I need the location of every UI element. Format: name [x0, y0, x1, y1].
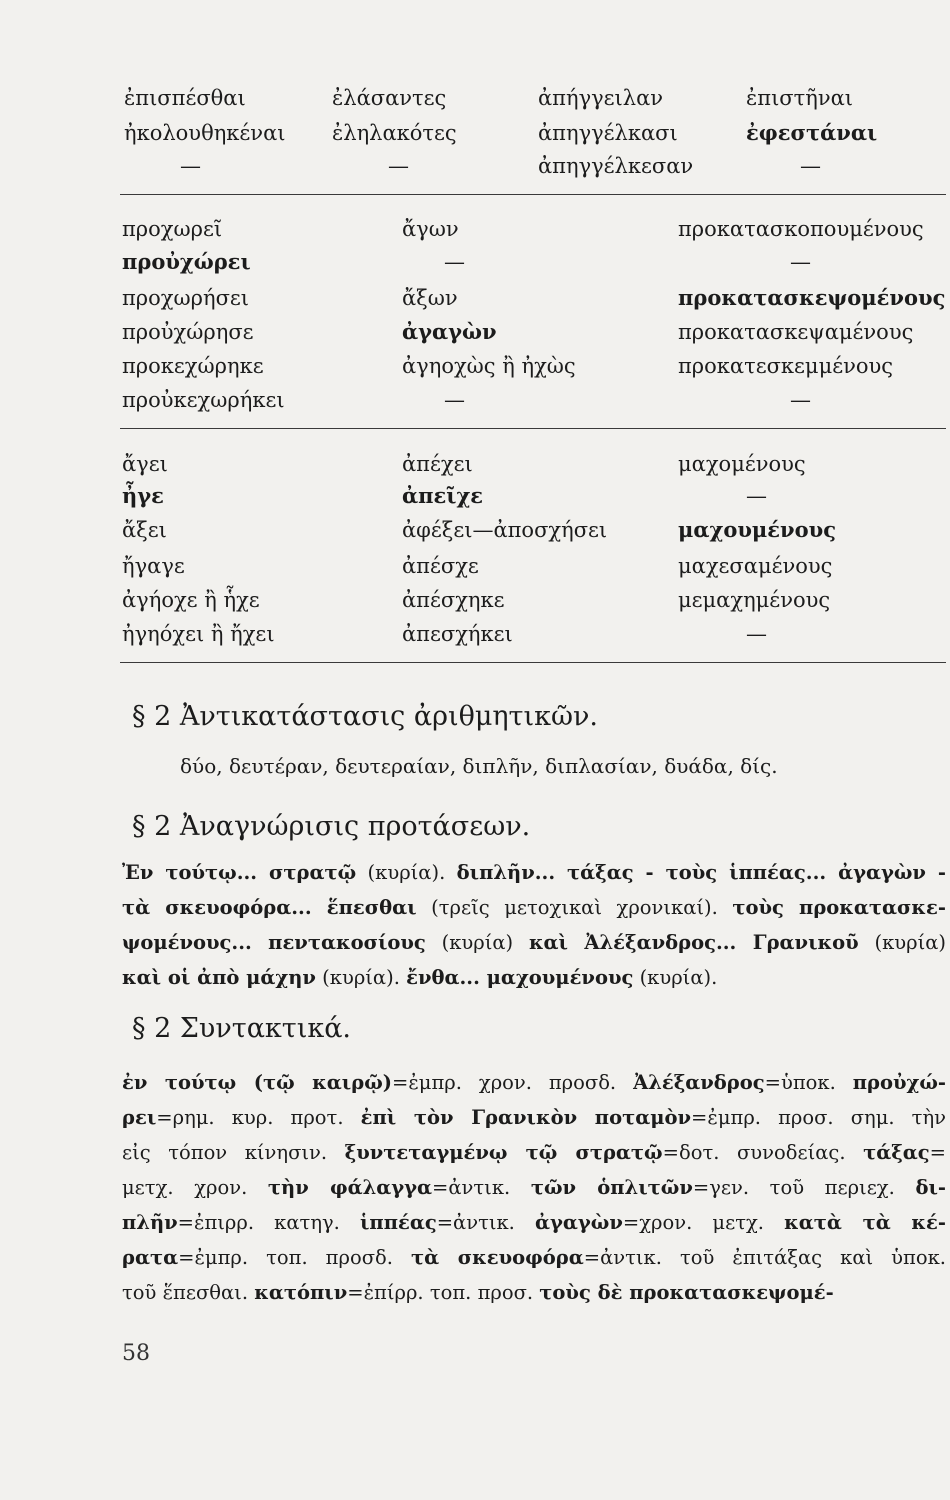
table3-col1-row1: ἄγει	[122, 452, 168, 476]
table1-col2-row1: ἐλάσαντες	[332, 86, 447, 110]
bold-term: προὐχώ-	[852, 1071, 946, 1094]
section-heading-syntax: § 2 Συντακτικά.	[132, 1013, 352, 1044]
annotation-text: (τρεῖς μετοχικαὶ χρονικαί).	[416, 896, 733, 919]
clauses-line	[122, 925, 946, 960]
annotation-text: =ὑποκ.	[764, 1071, 853, 1094]
clauses-line	[122, 960, 946, 995]
annotation-text: (κυρία)	[425, 931, 529, 954]
table3-col1-row3: ἄξει	[122, 518, 167, 542]
table1-col1-row3: —	[180, 154, 201, 178]
table2-col2-row4: ἀγαγὼν	[402, 319, 497, 344]
table2-col3-row4: προκατασκεψαμένους	[678, 320, 914, 344]
annotation-text: εἰς τόπον κίνησιν.	[122, 1141, 345, 1164]
table2-col1-row5: προκεχώρηκε	[122, 354, 264, 378]
clauses-paragraph	[122, 855, 946, 995]
annotation-text: (κυρία).	[315, 966, 407, 989]
table3-col3-row3: μαχουμένους	[678, 517, 836, 542]
table3-col3-row4: μαχεσαμένους	[678, 554, 833, 578]
table2-col1-row2: προὐχώρει	[122, 249, 251, 274]
table1-col4-row1: ἐπιστῆναι	[746, 86, 854, 110]
syntax-paragraph	[122, 1065, 946, 1310]
annotation-text: (κυρία).	[633, 966, 718, 989]
divider-3	[120, 662, 946, 663]
bold-term: τάξας	[863, 1141, 930, 1164]
table3-col2-row5: ἀπέσχηκε	[402, 588, 505, 612]
annotation-text: τοῦ ἕπεσθαι.	[122, 1281, 255, 1304]
annotation-text: =ἀντικ.	[432, 1176, 531, 1199]
bold-term: ἱππέας	[359, 1211, 437, 1234]
table2-col3-row6: —	[790, 388, 811, 412]
bold-term: ρει	[122, 1106, 157, 1129]
bold-term: τὰ σκευοφόρα	[410, 1246, 584, 1269]
table3-col3-row5: μεμαχημένους	[678, 588, 831, 612]
table2-col1-row4: προὐχώρησε	[122, 320, 254, 344]
table3-col2-row4: ἀπέσχε	[402, 554, 479, 578]
annotation-text: =χρον. μετχ.	[622, 1211, 785, 1234]
table3-col1-row4: ἤγαγε	[122, 554, 185, 578]
bold-term: ἔνθα... μαχουμένους	[406, 966, 634, 989]
bold-term: ἀγαγὼν	[535, 1211, 623, 1234]
annotation-text: =γεν. τοῦ περιεχ.	[692, 1176, 916, 1199]
table2-col3-row2: —	[790, 250, 811, 274]
table3-col2-row3: ἀφέξει—ἀποσχήσει	[402, 518, 608, 542]
table3-col2-row6: ἀπεσχήκει	[402, 622, 513, 646]
divider-1	[120, 194, 946, 195]
bold-term: τοὺς δὲ προκατασκεψομέ-	[539, 1281, 834, 1304]
bold-term: ἐπὶ τὸν Γρανικὸν ποταμὸν	[360, 1106, 692, 1129]
annotation-text: (κυρία)	[858, 931, 946, 954]
annotation-text: =	[929, 1141, 946, 1164]
table3-col1-row2: ἦγε	[122, 483, 164, 508]
syntax-line	[122, 1240, 946, 1275]
table2-col1-row3: προχωρήσει	[122, 286, 250, 310]
divider-2	[120, 428, 946, 429]
table3-col1-row6: ἠγηόχει ἢ ἤχει	[122, 622, 275, 646]
annotation-text: =ἀντικ. τοῦ ἐπιτάξας καὶ ὑποκ.	[583, 1246, 946, 1269]
table2-col3-row5: προκατεσκεμμένους	[678, 354, 894, 378]
table3-col2-row2: ἀπεῖχε	[402, 483, 484, 508]
bold-term: ρατα	[122, 1246, 179, 1269]
syntax-line	[122, 1205, 946, 1240]
page-number: 58	[122, 1341, 150, 1366]
bold-term: δι-	[915, 1176, 946, 1199]
table3-col1-row5: ἀγήοχε ἢ ἧχε	[122, 588, 260, 612]
syntax-line	[122, 1170, 946, 1205]
syntax-line	[122, 1275, 946, 1310]
table2-col1-row6: προὐκεχωρήκει	[122, 388, 285, 412]
table2-col2-row5: ἀγηοχὼς ἢ ἠχὼς	[402, 354, 576, 378]
table3-col3-row1: μαχομένους	[678, 452, 806, 476]
table1-col1-row2: ἠκολουθηκέναι	[124, 121, 286, 145]
annotation-text: μετχ. χρον.	[122, 1176, 268, 1199]
bold-term: τὴν φάλαγγα	[267, 1176, 433, 1199]
annotation-text: =ἐπίρρ. τοπ. προσ.	[347, 1281, 540, 1304]
syntax-line	[122, 1135, 946, 1170]
bold-term: διπλῆν... τάξας - τοὺς ἱππέας... ἀγαγὼν -	[456, 861, 946, 884]
bold-term: ξυντεταγμένῳ τῷ στρατῷ	[344, 1141, 663, 1164]
bold-term: Ἐν τούτῳ... στρατῷ	[122, 861, 357, 884]
section-heading-clauses: § 2 Ἀναγνώρισις προτάσεων.	[132, 811, 531, 842]
table1-col3-row1: ἀπήγγειλαν	[538, 86, 664, 110]
table3-col3-row6: —	[746, 622, 767, 646]
annotation-text: =δοτ. συνοδείας.	[662, 1141, 864, 1164]
annotation-text: =ἐπιρρ. κατηγ.	[177, 1211, 360, 1234]
table1-col3-row3: ἀπηγγέλκεσαν	[538, 154, 694, 178]
bold-term: κατόπιν	[254, 1281, 348, 1304]
table3-col3-row2: —	[746, 484, 767, 508]
numerals-line: δύο, δευτέραν, δευτεραίαν, διπλῆν, διπλασίαν, δυάδα, δίς.	[180, 754, 778, 778]
annotation-text: (κυρία).	[356, 861, 457, 884]
clauses-line	[122, 855, 946, 890]
table1-col2-row3: —	[388, 154, 409, 178]
annotation-text: =ἀντικ.	[436, 1211, 536, 1234]
bold-term: καὶ Ἀλέξανδρος... Γρανικοῦ	[528, 931, 859, 954]
annotation-text: =ἐμπρ. τοπ. προσδ.	[178, 1246, 411, 1269]
bold-term: τὰ σκευοφόρα... ἕπεσθαι	[122, 896, 417, 919]
bold-term: καὶ οἱ ἀπὸ μάχην	[122, 966, 316, 989]
section-heading-numerals: § 2 Ἀντικατάστασις ἀριθμητικῶν.	[132, 701, 598, 732]
syntax-line	[122, 1065, 946, 1100]
annotation-text: =ρημ. κυρ. προτ.	[156, 1106, 361, 1129]
table2-col2-row3: ἄξων	[402, 286, 458, 310]
table2-col2-row1: ἄγων	[402, 217, 459, 241]
table1-col4-row3: —	[800, 154, 821, 178]
bold-term: Ἀλέξανδρος	[633, 1071, 765, 1094]
bold-term: κατὰ τὰ κέ-	[784, 1211, 946, 1234]
clauses-line	[122, 890, 946, 925]
annotation-text: =ἐμπρ. προσ. σημ. τὴν	[691, 1106, 946, 1129]
table1-col1-row1: ἐπισπέσθαι	[124, 86, 246, 110]
table2-col2-row2: —	[444, 250, 465, 274]
syntax-line	[122, 1100, 946, 1135]
bold-term: πλῆν	[122, 1211, 178, 1234]
table1-col2-row2: ἐληλακότες	[332, 121, 457, 145]
bold-term: τῶν ὁπλιτῶν	[530, 1176, 693, 1199]
bold-term: τοὺς προκατασκε-	[732, 896, 946, 919]
table2-col3-row3: προκατασκεψομένους	[678, 285, 946, 310]
table2-col2-row6: —	[444, 388, 465, 412]
table2-col1-row1: προχωρεῖ	[122, 217, 223, 241]
bold-term: ἐν τούτῳ (τῷ καιρῷ)	[122, 1071, 392, 1094]
bold-term: ψομένους... πεντακοσίους	[122, 931, 426, 954]
table1-col3-row2: ἀπηγγέλκασι	[538, 121, 678, 145]
annotation-text: =ἐμπρ. χρον. προσδ.	[392, 1071, 634, 1094]
table3-col2-row1: ἀπέχει	[402, 452, 473, 476]
table2-col3-row1: προκατασκοπουμένους	[678, 217, 924, 241]
table1-col4-row2: ἐφεστάναι	[746, 120, 878, 145]
